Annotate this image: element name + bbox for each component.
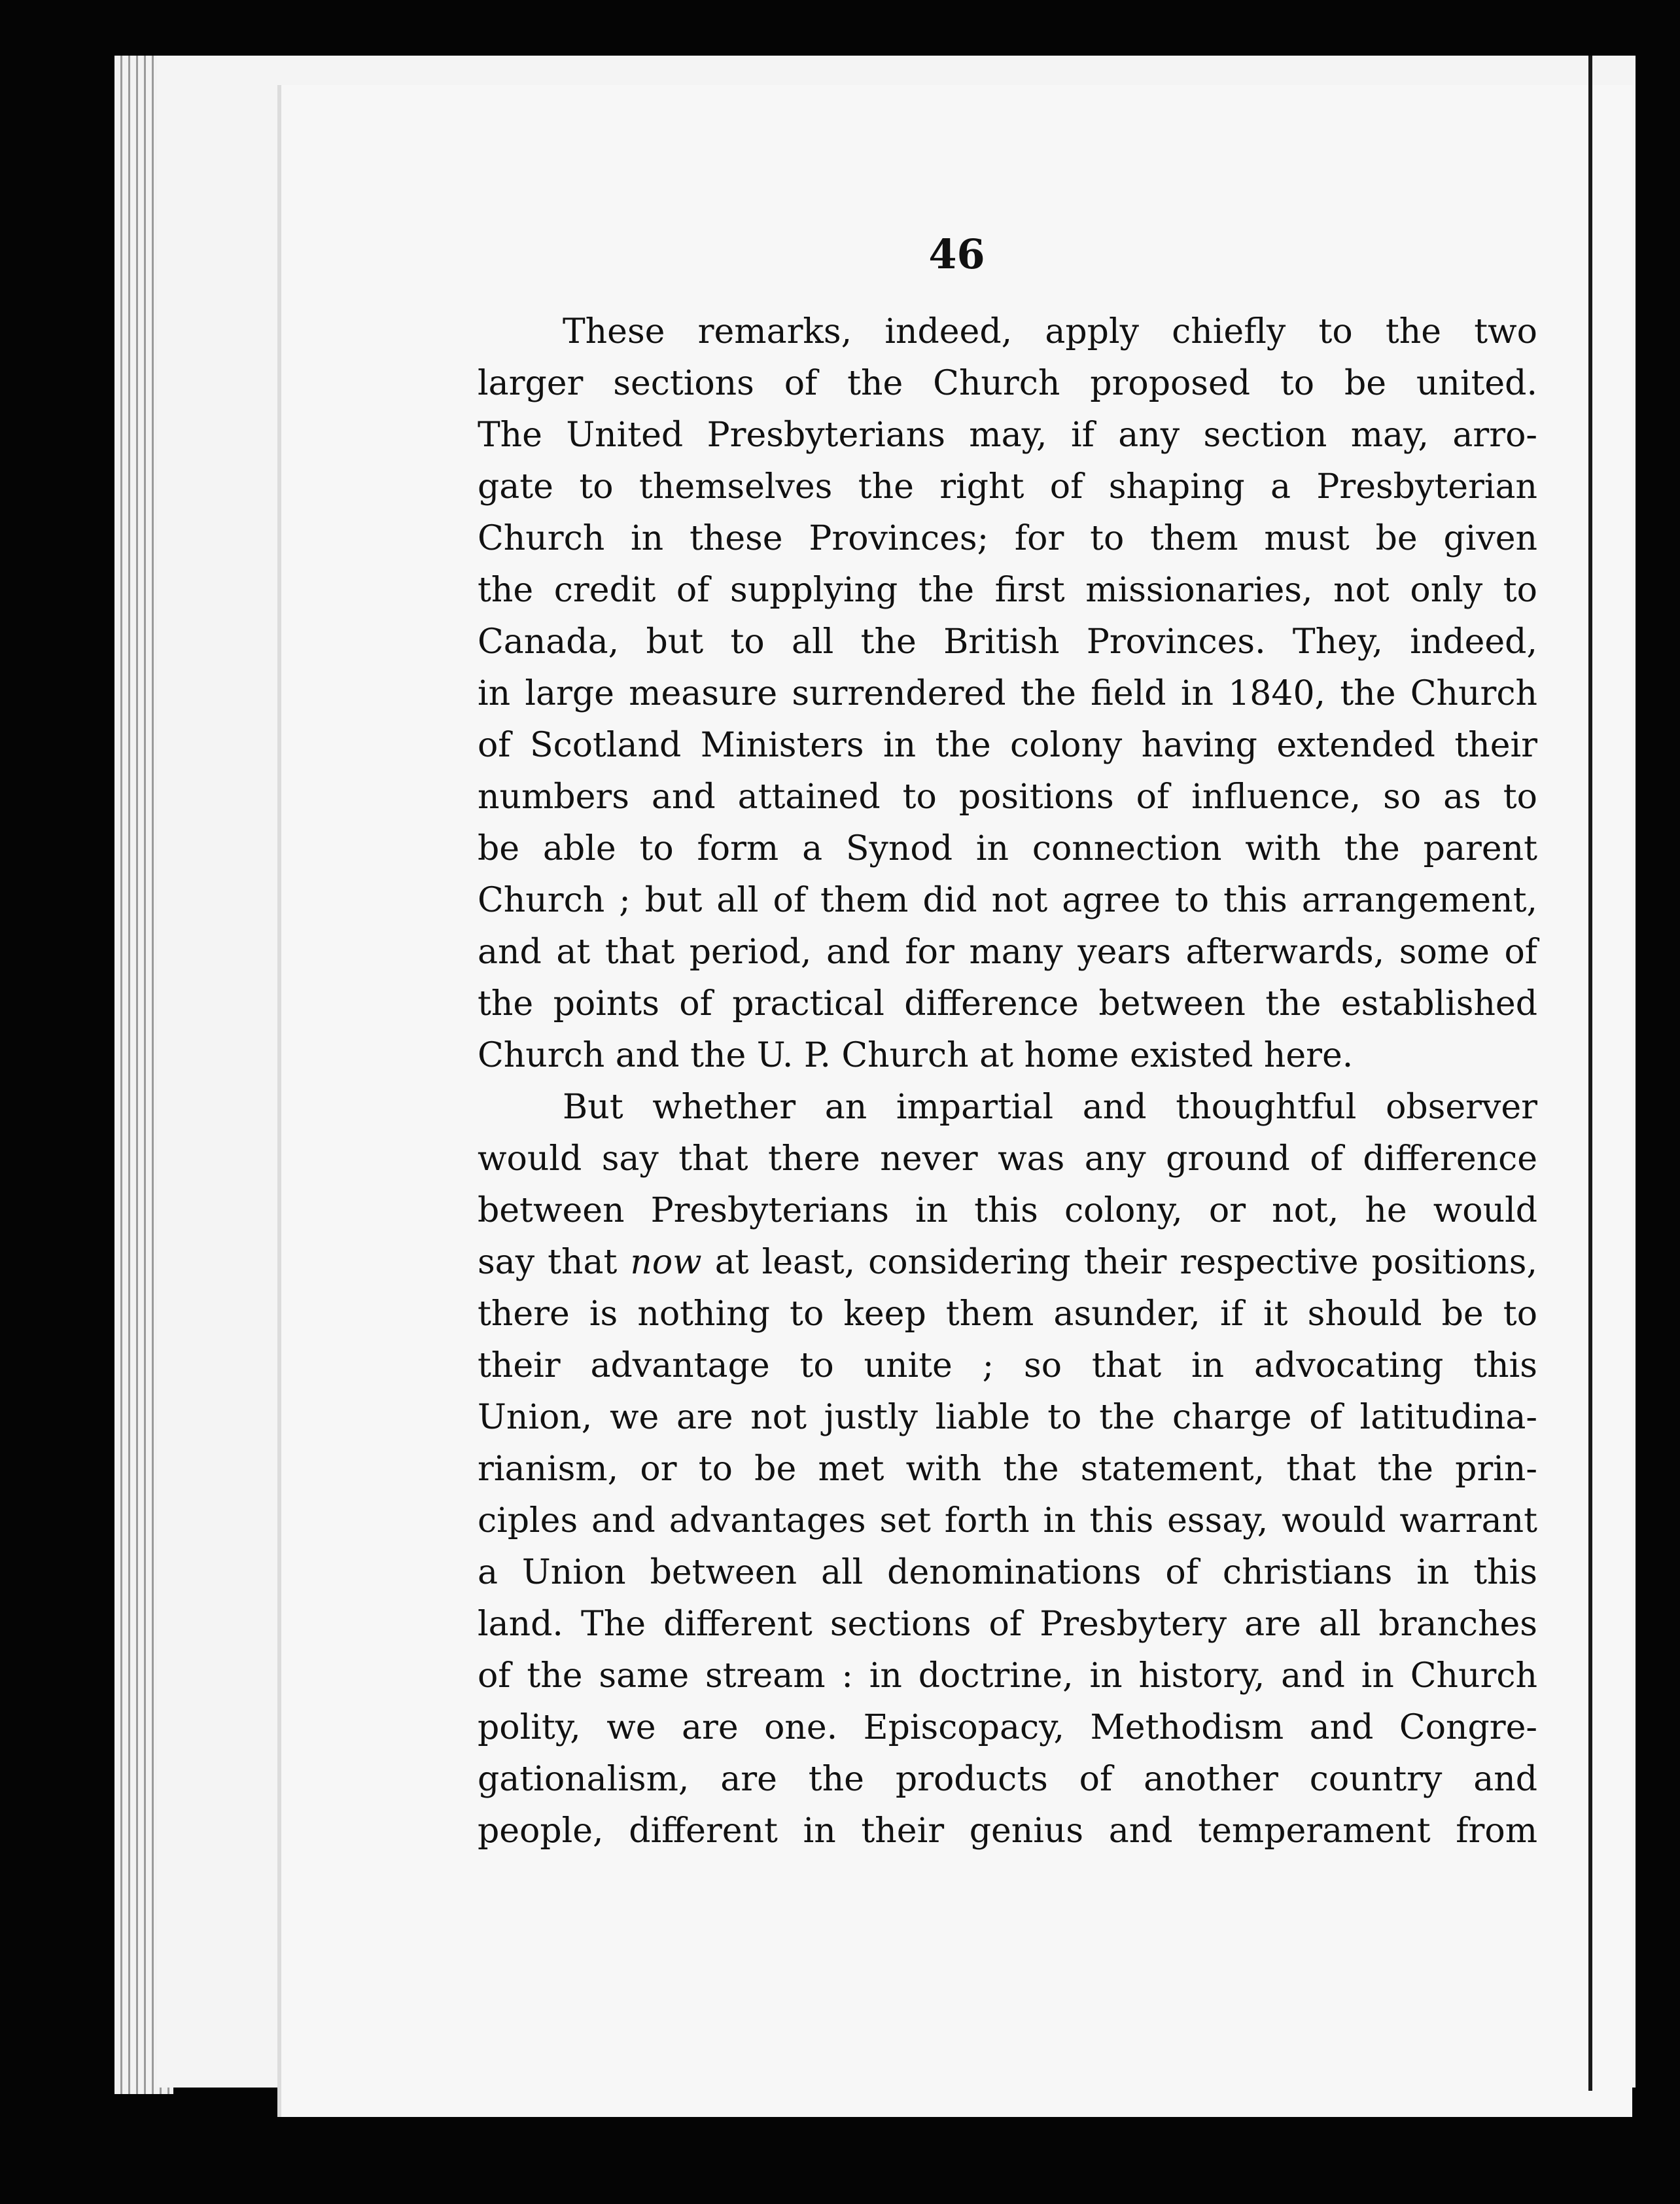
text-line: the credit of supplying the first missionaries, not only to — [478, 571, 1537, 610]
text-line: in large measure surrendered the field in 1840, the Church — [478, 674, 1537, 713]
paragraph-1 — [478, 306, 1537, 1082]
text-line-with-italic — [478, 1237, 1537, 1289]
text-line: polity, we are one. Episcopacy, Methodism and Congre- — [478, 1708, 1537, 1747]
text-line: Church in these Provinces; for to them must be given — [478, 519, 1537, 558]
text-line: be able to form a Synod in connection with the parent — [478, 829, 1537, 868]
text-line: These remarks, indeed, apply chiefly to the two — [563, 312, 1537, 351]
text-line: numbers and attained to positions of influence, so as to — [478, 777, 1537, 817]
text-line: gationalism, are the products of another country and — [478, 1760, 1537, 1799]
body-text — [478, 306, 1537, 1857]
text-line: a Union between all denominations of christians in this — [478, 1553, 1537, 1592]
text-line: people, different in their genius and temperament from — [478, 1811, 1537, 1851]
text-line: Canada, but to all the British Provinces. They, indeed, — [478, 622, 1537, 662]
text-line: between Presbyterians in this colony, or not, he would — [478, 1191, 1537, 1230]
text-line: of the same stream : in doctrine, in history, and in Church — [478, 1656, 1537, 1696]
text-line: Church and the U. P. Church at home existed here. — [478, 1036, 1354, 1075]
text-line: ciples and advantages set forth in this essay, would warrant — [478, 1501, 1537, 1540]
text-line: But whether an impartial and thoughtful observer — [563, 1088, 1537, 1127]
text-line: The United Presbyterians may, if any section may, arro- — [478, 416, 1537, 455]
page-number: 46 — [928, 230, 985, 278]
text-line: of Scotland Ministers in the colony having extended their — [478, 726, 1537, 765]
paragraph-2 — [478, 1082, 1537, 1857]
text-line: would say that there never was any ground of difference — [478, 1139, 1537, 1179]
page-right-edge — [1588, 56, 1592, 2091]
text-segment: say that — [478, 1243, 631, 1282]
text-line: gate to themselves the right of shaping a Presbyterian — [478, 467, 1537, 507]
text-line: there is nothing to keep them asunder, if it should be to — [478, 1294, 1537, 1334]
text-line: Church ; but all of them did not agree to this arrangement, — [478, 881, 1537, 920]
text-line: the points of practical difference between the established — [478, 984, 1537, 1023]
text-segment: at least, considering their respective positions, — [701, 1243, 1537, 1282]
italic-word: now — [630, 1243, 702, 1282]
text-line: Union, we are not justly liable to the charge of latitudina- — [478, 1398, 1537, 1437]
text-line: their advantage to unite ; so that in advocating this — [478, 1346, 1537, 1385]
text-line: land. The different sections of Presbytery are all branches — [478, 1605, 1537, 1644]
text-line: rianism, or to be met with the statement, that the prin- — [478, 1449, 1537, 1489]
text-line: and at that period, and for many years afterwards, some of — [478, 933, 1537, 972]
book-page — [281, 85, 1632, 2117]
text-line: larger sections of the Church proposed to be united. — [478, 364, 1537, 403]
